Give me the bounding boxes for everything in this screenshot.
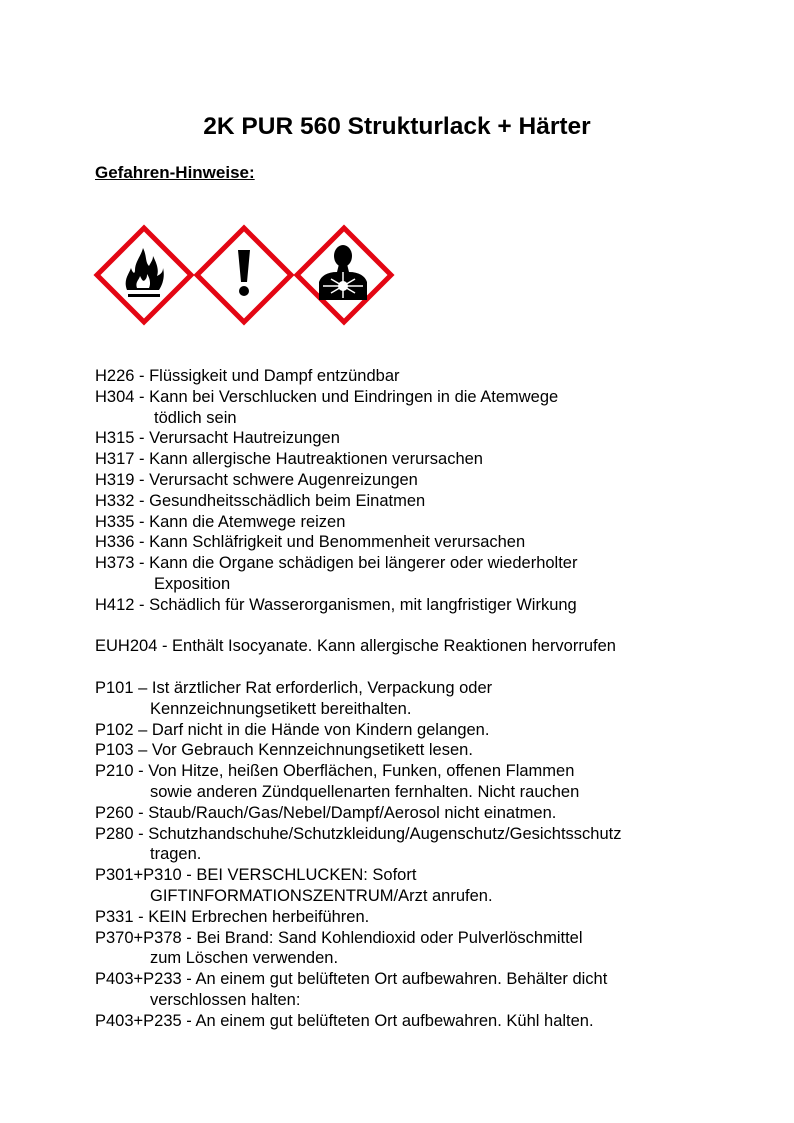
statement-item bbox=[95, 595, 622, 616]
statement-item bbox=[95, 928, 622, 970]
exclamation-icon bbox=[193, 224, 295, 326]
health-hazard-icon bbox=[293, 224, 395, 326]
p-statements-list bbox=[95, 678, 622, 1032]
statement-item bbox=[95, 1011, 622, 1032]
statement-text: P102 – Darf nicht in die Hände von Kindern gelangen. bbox=[95, 720, 490, 739]
statement-text: H304 - Kann bei Verschlucken und Eindringen in die Atemwege bbox=[95, 387, 559, 406]
statement-item bbox=[95, 740, 622, 761]
statement-continuation: sowie anderen Zündquellenarten fernhalten. Nicht rauchen bbox=[150, 782, 580, 801]
statement-text: P301+P310 - BEI VERSCHLUCKEN: Sofort bbox=[95, 866, 417, 885]
statement-item bbox=[95, 636, 622, 657]
statement-item bbox=[95, 512, 622, 533]
statement-item bbox=[95, 678, 622, 720]
statement-item bbox=[95, 366, 622, 387]
statement-continuation: tödlich sein bbox=[154, 408, 237, 427]
statement-continuation: Kennzeichnungsetikett bereithalten. bbox=[150, 699, 412, 718]
document-title: 2K PUR 560 Strukturlack + Härter bbox=[203, 113, 591, 140]
statement-text: P260 - Staub/Rauch/Gas/Nebel/Dampf/Aerosol nicht einatmen. bbox=[95, 803, 557, 822]
statement-text: P370+P378 - Bei Brand: Sand Kohlendioxid oder Pulverlöschmittel bbox=[95, 928, 583, 947]
statement-item bbox=[95, 449, 622, 470]
statement-text: H412 - Schädlich für Wasserorganismen, mit langfristiger Wirkung bbox=[95, 595, 577, 614]
statement-item bbox=[95, 720, 622, 741]
statement-text: P280 - Schutzhandschuhe/Schutzkleidung/Augenschutz/Gesichtsschutz bbox=[95, 824, 622, 843]
h-statements-list bbox=[95, 366, 622, 616]
statement-text: H319 - Verursacht schwere Augenreizungen bbox=[95, 470, 418, 489]
statement-text: P101 – Ist ärztlicher Rat erforderlich, Verpackung oder bbox=[95, 678, 493, 697]
statement-item bbox=[95, 761, 622, 803]
statement-item bbox=[95, 865, 622, 907]
statement-item bbox=[95, 491, 622, 512]
hazard-section-heading: Gefahren-Hinweise: bbox=[95, 163, 255, 182]
statement-continuation: tragen. bbox=[150, 845, 202, 864]
statement-continuation: zum Löschen verwenden. bbox=[150, 949, 339, 968]
statement-text: P403+P235 - An einem gut belüfteten Ort aufbewahren. Kühl halten. bbox=[95, 1011, 594, 1030]
statement-item bbox=[95, 532, 622, 553]
statement-item bbox=[95, 387, 622, 429]
statement-text: H332 - Gesundheitsschädlich beim Einatmen bbox=[95, 491, 426, 510]
statement-text: P103 – Vor Gebrauch Kennzeichnungsetikett lesen. bbox=[95, 741, 473, 760]
statement-text: P210 - Von Hitze, heißen Oberflächen, Funken, offenen Flammen bbox=[95, 762, 575, 781]
statement-continuation: Exposition bbox=[154, 574, 231, 593]
statement-text: EUH204 - Enthält Isocyanate. Kann allergische Reaktionen hervorrufen bbox=[95, 637, 616, 656]
statement-text: H317 - Kann allergische Hautreaktionen verursachen bbox=[95, 450, 483, 469]
flame-icon bbox=[93, 224, 195, 326]
statement-item bbox=[95, 907, 622, 928]
hazard-statements bbox=[95, 366, 622, 1032]
euh-statements-list bbox=[95, 636, 622, 657]
statement-text: P403+P233 - An einem gut belüfteten Ort aufbewahren. Behälter dicht bbox=[95, 970, 608, 989]
statement-text: H315 - Verursacht Hautreizungen bbox=[95, 429, 340, 448]
statement-text: H226 - Flüssigkeit und Dampf entzündbar bbox=[95, 367, 400, 385]
statement-text: P331 - KEIN Erbrechen herbeiführen. bbox=[95, 907, 370, 926]
statement-item bbox=[95, 824, 622, 866]
statement-text: H335 - Kann die Atemwege reizen bbox=[95, 512, 346, 531]
statement-item bbox=[95, 470, 622, 491]
statement-continuation: verschlossen halten: bbox=[150, 990, 301, 1009]
statement-continuation: GIFTINFORMATIONSZENTRUM/Arzt anrufen. bbox=[150, 886, 493, 905]
statement-item bbox=[95, 553, 622, 595]
statement-item bbox=[95, 428, 622, 449]
statement-item bbox=[95, 803, 622, 824]
statement-text: H336 - Kann Schläfrigkeit und Benommenheit verursachen bbox=[95, 533, 526, 552]
statement-text: H373 - Kann die Organe schädigen bei längerer oder wiederholter bbox=[95, 554, 578, 573]
statement-item bbox=[95, 969, 622, 1011]
